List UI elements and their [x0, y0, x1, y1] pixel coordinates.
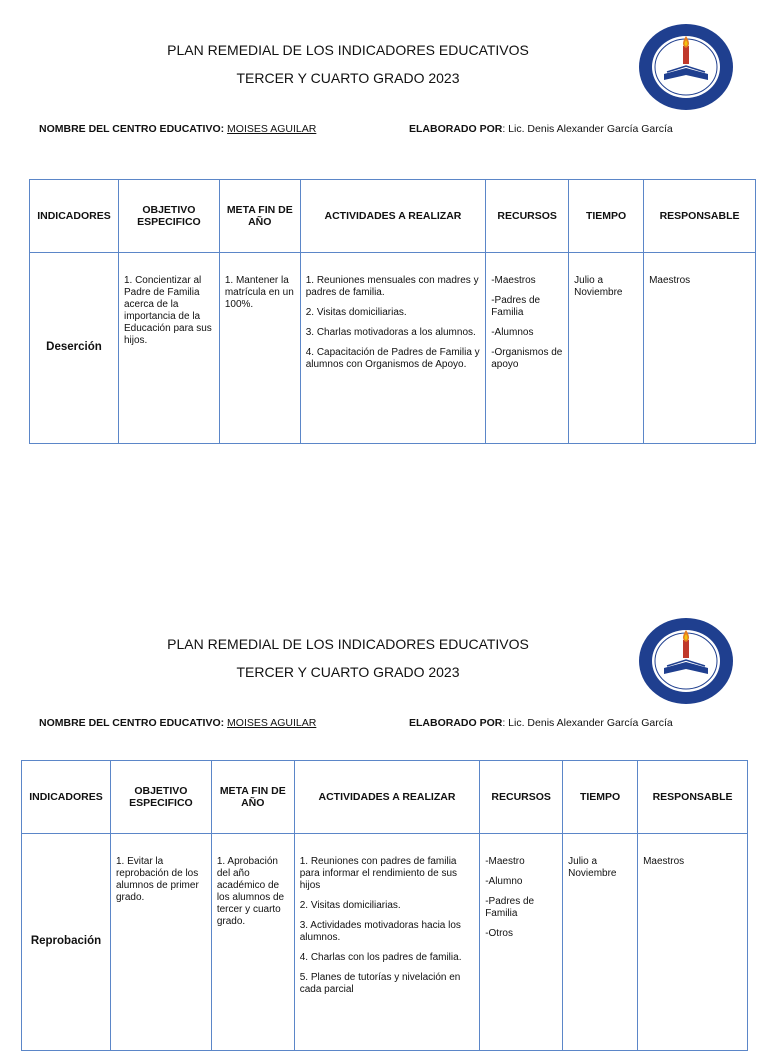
- resource-item: -Maestro: [485, 856, 525, 867]
- school-name-label: NOMBRE DEL CENTRO EDUCATIVO:: [39, 717, 225, 729]
- header-recursos: RECURSOS: [486, 180, 569, 253]
- school-name-value: MOISES AGUILAR: [227, 123, 317, 135]
- document-subtitle: TERCER Y CUARTO GRADO 2023: [236, 70, 460, 86]
- header-tiempo: TIEMPO: [569, 180, 644, 253]
- school-name-line: [39, 123, 316, 135]
- header-objetivo: OBJETIVO ESPECIFICO: [118, 180, 219, 253]
- school-seal-logo: [637, 616, 735, 706]
- school-name-value: MOISES AGUILAR: [227, 717, 317, 729]
- activity-item: 2. Visitas domiciliarias.: [305, 307, 407, 318]
- plan-table: [29, 179, 756, 444]
- header-recursos: RECURSOS: [480, 761, 563, 834]
- author-value: : Lic. Denis Alexander García García: [502, 123, 673, 135]
- time-cell: Julio a Noviembre: [569, 253, 644, 444]
- responsible-cell: Maestros: [638, 834, 748, 1051]
- school-name-label: NOMBRE DEL CENTRO EDUCATIVO:: [39, 123, 225, 135]
- indicator-cell: Deserción: [30, 253, 119, 444]
- activity-item: 4. Charlas con los padres de familia.: [299, 952, 462, 963]
- author-label: ELABORADO POR: [409, 123, 503, 135]
- objective-cell: 1. Concientizar al Padre de Familia acerca de la importancia de la Educación para sus hijos.: [118, 253, 219, 444]
- resource-item: -Padres de Familia: [491, 295, 541, 318]
- school-seal-logo: [637, 22, 735, 112]
- header-meta: META FIN DE AÑO: [219, 180, 300, 253]
- objective-cell: 1. Evitar la reprobación de los alumnos de primer grado.: [110, 834, 211, 1051]
- author-line: [409, 717, 673, 729]
- resource-item: -Organismos de apoyo: [491, 347, 563, 370]
- activity-item: 2. Visitas domiciliarias.: [299, 900, 401, 911]
- resource-item: -Maestros: [491, 275, 536, 286]
- activity-item: 1. Reuniones con padres de familia para informar el rendimiento de sus hijos: [299, 856, 458, 891]
- resources-cell: [486, 253, 569, 444]
- time-cell: Julio a Noviembre: [563, 834, 638, 1051]
- header-actividades: ACTIVIDADES A REALIZAR: [294, 761, 479, 834]
- header-responsable: RESPONSABLE: [638, 761, 748, 834]
- header-actividades: ACTIVIDADES A REALIZAR: [300, 180, 486, 253]
- responsible-cell: Maestros: [644, 253, 756, 444]
- activities-cell: [294, 834, 479, 1051]
- activities-cell: [300, 253, 486, 444]
- resource-item: -Alumno: [485, 876, 523, 887]
- table-header-row: [22, 761, 748, 834]
- header-responsable: RESPONSABLE: [644, 180, 756, 253]
- activity-item: 5. Planes de tutorías y nivelación en cada parcial: [299, 972, 461, 995]
- goal-cell: 1. Mantener la matrícula en un 100%.: [219, 253, 300, 444]
- table-row: [30, 253, 756, 444]
- table-row: [22, 834, 748, 1051]
- header-objetivo: OBJETIVO ESPECIFICO: [110, 761, 211, 834]
- document-title: PLAN REMEDIAL DE LOS INDICADORES EDUCATIVOS: [167, 42, 529, 58]
- document-subtitle: TERCER Y CUARTO GRADO 2023: [236, 664, 460, 680]
- table-header-row: [30, 180, 756, 253]
- document-title: PLAN REMEDIAL DE LOS INDICADORES EDUCATIVOS: [167, 636, 529, 652]
- resources-cell: [480, 834, 563, 1051]
- plan-table: [21, 760, 748, 1051]
- author-value: : Lic. Denis Alexander García García: [502, 717, 673, 729]
- indicator-cell: Reprobación: [22, 834, 111, 1051]
- resource-item: -Alumnos: [491, 327, 534, 338]
- school-name-line: [39, 717, 316, 729]
- goal-cell: 1. Aprobación del año académico de los alumnos de tercer y cuarto grado.: [211, 834, 294, 1051]
- header-meta: META FIN DE AÑO: [211, 761, 294, 834]
- author-line: [409, 123, 673, 135]
- activity-item: 1. Reuniones mensuales con madres y padres de familia.: [305, 275, 479, 298]
- resource-item: -Otros: [485, 928, 513, 939]
- activity-item: 4. Capacitación de Padres de Familia y alumnos con Organismos de Apoyo.: [305, 347, 480, 370]
- header-indicadores: INDICADORES: [30, 180, 119, 253]
- resource-item: -Padres de Familia: [485, 896, 535, 919]
- header-tiempo: TIEMPO: [563, 761, 638, 834]
- activity-item: 3. Charlas motivadoras a los alumnos.: [305, 327, 476, 338]
- header-indicadores: INDICADORES: [22, 761, 111, 834]
- activity-item: 3. Actividades motivadoras hacia los alumnos.: [299, 920, 461, 943]
- author-label: ELABORADO POR: [409, 717, 503, 729]
